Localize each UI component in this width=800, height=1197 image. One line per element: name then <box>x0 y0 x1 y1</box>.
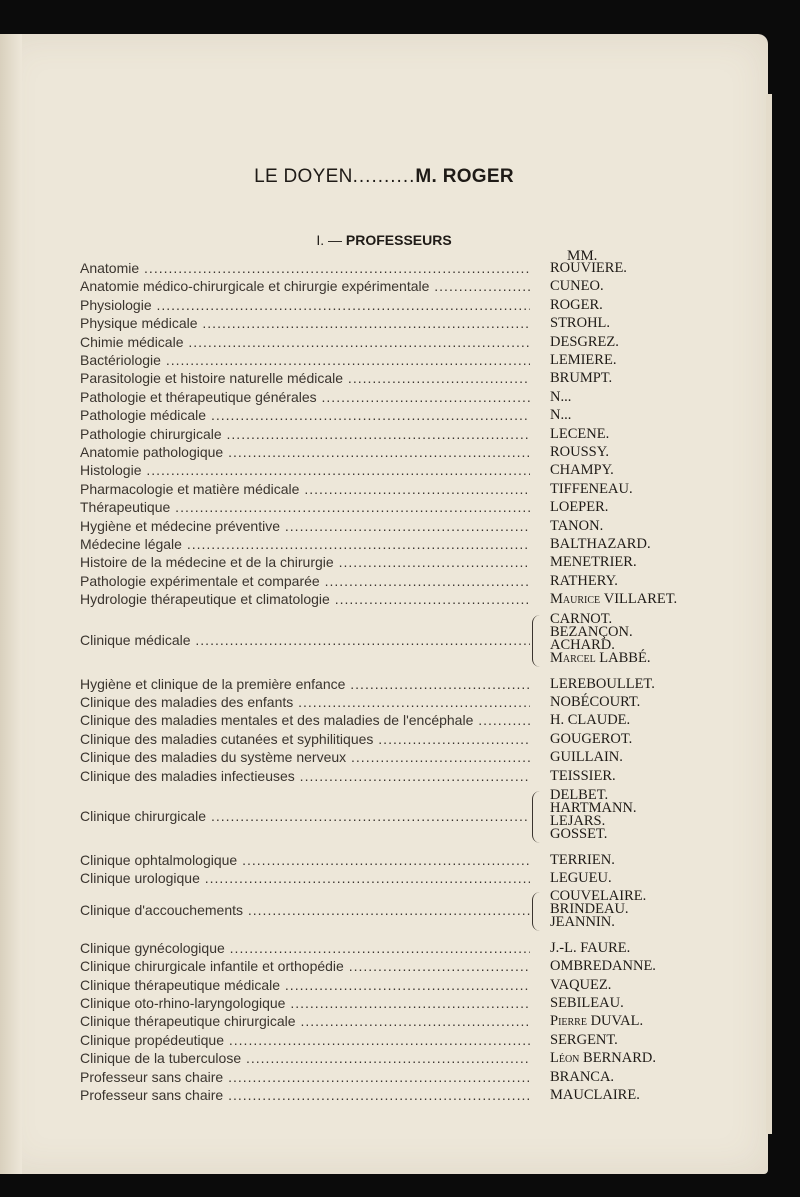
list-item <box>80 535 700 553</box>
list-item <box>80 333 700 351</box>
professor-name <box>550 480 633 498</box>
professor-name <box>550 1068 614 1086</box>
chair-label: Hydrologie thérapeutique et climatologie ..... <box>80 590 530 608</box>
professor-name: ACHARD. <box>550 636 615 653</box>
professor-name: HARTMANN. <box>550 800 637 816</box>
professor-name: BRINDEAU. <box>550 900 629 917</box>
list-item <box>80 296 700 314</box>
professor-name <box>550 869 612 887</box>
professor-surname: OMBREDANNE. <box>550 958 656 975</box>
professor-surname: ROGER. <box>550 296 603 313</box>
chair-label: Clinique urologique ..... <box>80 869 530 887</box>
chair-label: Thérapeutique ..... <box>80 498 530 516</box>
list-item <box>80 369 700 387</box>
chair-label: Clinique de la tuberculose ..... <box>80 1049 530 1067</box>
professor-first-name: Pierre <box>550 1013 591 1030</box>
list-item <box>80 517 700 535</box>
professor-name <box>550 369 612 387</box>
professor-name <box>550 649 651 666</box>
professor-name <box>550 1031 618 1049</box>
professor-surname: SERGENT. <box>550 1031 618 1048</box>
list-item <box>80 461 700 479</box>
professor-surname: ROUSSY. <box>550 444 609 460</box>
professor-names <box>550 887 647 930</box>
professor-name <box>550 767 616 785</box>
list-item <box>80 939 700 957</box>
list-item <box>80 748 700 766</box>
list-item <box>80 388 700 406</box>
chair-label: Pathologie médicale ..... <box>80 406 530 424</box>
mm-label: MM. <box>567 248 598 264</box>
chair-label: Bactériologie ..... <box>80 351 530 369</box>
list-item <box>80 675 700 693</box>
professor-name <box>550 517 603 535</box>
professor-surname: H. CLAUDE. <box>550 712 631 729</box>
professor-surname: LEGUEU. <box>550 870 612 887</box>
professor-name <box>550 851 615 869</box>
list-item <box>80 314 700 332</box>
list-item <box>80 767 700 785</box>
chair-label: Clinique ophtalmologique ..... <box>80 851 530 869</box>
professor-surname: STROHL. <box>550 315 611 332</box>
chair-label: Clinique propédeutique ..... <box>80 1031 530 1049</box>
list-item <box>80 259 700 277</box>
professor-name <box>550 461 614 479</box>
professor-surname: ROUVIERE. <box>550 260 627 276</box>
chair-label: Pathologie expérimentale et comparée ..... <box>80 572 530 590</box>
list-item <box>80 711 700 729</box>
professor-name <box>550 351 616 369</box>
list-item <box>80 351 700 369</box>
professor-name: LEJARS. <box>550 813 606 829</box>
list-item <box>80 976 700 994</box>
chair-label: Clinique des maladies du système nerveux ..... <box>80 748 530 766</box>
professor-name <box>550 1086 640 1104</box>
professor-surname: TEISSIER. <box>550 767 616 784</box>
professor-name <box>550 314 610 332</box>
chair-label: Médecine légale ..... <box>80 535 530 553</box>
professor-surname: DESGREZ. <box>550 333 619 350</box>
professor-surname: CUNEO. <box>550 278 604 295</box>
professor-surname: N... <box>550 388 572 405</box>
brace-bracket <box>532 615 543 667</box>
chair-label: Physique médicale ..... <box>80 314 530 332</box>
list-item <box>80 1031 700 1049</box>
professor-first-name: Marcel <box>550 649 600 666</box>
professor-name <box>550 939 630 957</box>
professor-names <box>550 789 637 841</box>
professor-surname: BALTHAZARD. <box>550 536 651 552</box>
professor-name: DELBET. <box>550 787 609 803</box>
chair-label: Chimie médicale ..... <box>80 333 530 351</box>
professor-name <box>550 730 632 748</box>
document-page <box>0 34 768 1174</box>
professor-surname: J.-L. FAURE. <box>550 939 631 956</box>
chair-label: Clinique thérapeutique médicale ..... <box>80 976 530 994</box>
professor-surname: TANON. <box>550 517 604 534</box>
chair-label: Clinique oto-rhino-laryngologique ..... <box>80 994 530 1012</box>
professor-name <box>550 498 608 516</box>
professor-name <box>550 976 611 994</box>
chair-label: Hygiène et médecine préventive ..... <box>80 517 530 535</box>
professor-name <box>550 711 630 729</box>
professor-surname: VAQUEZ. <box>550 976 612 993</box>
doyen-dots: .......... <box>352 166 416 187</box>
list-item <box>80 869 700 887</box>
section-number: I. — <box>316 232 342 248</box>
professor-name <box>550 572 618 590</box>
brace-bracket <box>532 892 543 931</box>
professor-surname: LABBÉ. <box>599 649 651 666</box>
professor-surname: MAUCLAIRE. <box>550 1087 640 1103</box>
grouped-chair <box>80 610 700 669</box>
professor-name: CARNOT. <box>550 610 613 627</box>
professor-surname: MENETRIER. <box>550 554 637 571</box>
professor-name <box>550 535 651 553</box>
professor-surname: GUILLAIN. <box>550 749 623 766</box>
chair-label: Pathologie chirurgicale ..... <box>80 425 530 443</box>
professor-name <box>550 333 619 351</box>
professor-surname: RATHERY. <box>550 572 618 589</box>
chair-label: Clinique thérapeutique chirurgicale ..... <box>80 1012 530 1030</box>
professor-name <box>550 296 603 314</box>
professor-surname: BERNARD. <box>583 1050 656 1067</box>
grouped-chair <box>80 789 700 845</box>
list-item <box>80 590 700 608</box>
chair-label: Clinique d'accouchements ..... <box>80 901 530 919</box>
page-spine <box>0 34 22 1174</box>
list-item <box>80 957 700 975</box>
professor-surname: SEBILEAU. <box>550 995 624 1011</box>
professor-surname: DUVAL. <box>590 1013 644 1030</box>
professor-name <box>550 388 571 406</box>
list-item <box>80 730 700 748</box>
list-item <box>80 498 700 516</box>
list-item <box>80 553 700 571</box>
chair-label: Clinique des maladies des enfants ..... <box>80 693 530 711</box>
list-item <box>80 693 700 711</box>
list-item <box>80 480 700 498</box>
chair-label: Clinique gynécologique ..... <box>80 939 530 957</box>
list-item <box>80 406 700 424</box>
chair-label: Clinique des maladies infectieuses ..... <box>80 767 530 785</box>
list-item <box>80 1012 700 1030</box>
doyen-name: M. ROGER <box>415 166 514 187</box>
professor-name <box>550 1012 643 1030</box>
professor-name: JEANNIN. <box>550 913 615 930</box>
list-item <box>80 572 700 590</box>
list-item <box>80 1049 700 1067</box>
chair-label: Professeur sans chaire ..... <box>80 1068 530 1086</box>
professor-name <box>550 994 624 1012</box>
brace-bracket <box>532 791 543 843</box>
chair-label: Pharmacologie et matière médicale ..... <box>80 480 530 498</box>
professor-surname: VILLARET. <box>603 591 678 608</box>
professor-name <box>550 406 571 424</box>
professor-surname: CHAMPY. <box>550 462 614 479</box>
list-item <box>80 443 700 461</box>
professor-surname: LEREBOULLET. <box>550 675 655 692</box>
section-heading <box>0 232 768 248</box>
chair-label: Hygiène et clinique de la première enfance ..... <box>80 675 530 693</box>
professor-name <box>550 425 609 443</box>
chair-label: Anatomie pathologique ..... <box>80 443 530 461</box>
doyen-heading <box>0 166 768 188</box>
list-item <box>80 1086 700 1104</box>
page-edge <box>766 94 772 1134</box>
professor-first-name: Léon <box>550 1050 584 1067</box>
professor-name <box>550 1049 656 1067</box>
chair-label: Clinique des maladies mentales et des maladies de l'encéphale ..... <box>80 711 530 729</box>
chair-label: Pathologie et thérapeutique générales ..... <box>80 388 530 406</box>
professor-name <box>550 443 609 461</box>
professor-surname: TIFFENEAU. <box>550 480 633 497</box>
professor-surname: TERRIEN. <box>550 852 615 868</box>
chair-label: Clinique chirurgicale ..... <box>80 807 530 825</box>
chair-label: Clinique des maladies cutanées et syphilitiques ..... <box>80 730 530 748</box>
doyen-label: LE DOYEN <box>254 166 353 187</box>
chair-label: Histoire de la médecine et de la chirurgie ..... <box>80 553 530 571</box>
section-title: PROFESSEURS <box>345 232 452 248</box>
professor-surname: LOEPER. <box>550 499 609 516</box>
professor-surname: GOUGEROT. <box>550 730 633 747</box>
professor-surname: LECENE. <box>550 425 610 442</box>
chair-label: Clinique chirurgicale infantile et orthopédie ..... <box>80 957 530 975</box>
professor-name <box>550 590 677 608</box>
professor-surname: BRUMPT. <box>550 370 613 387</box>
professor-name <box>550 553 637 571</box>
professor-name: COUVELAIRE. <box>550 887 647 904</box>
professor-names <box>550 610 651 666</box>
professor-name <box>550 259 627 277</box>
professor-first-name: Maurice <box>550 591 604 608</box>
professor-name: GOSSET. <box>550 826 608 842</box>
list-item <box>80 851 700 869</box>
professor-surname: BRANCA. <box>550 1068 615 1085</box>
chair-label: Anatomie ..... <box>80 259 530 277</box>
professor-surname: N... <box>550 407 572 424</box>
list-item <box>80 277 700 295</box>
chair-label: Professeur sans chaire ..... <box>80 1086 530 1104</box>
professor-surname: NOBÉCOURT. <box>550 694 641 710</box>
professor-name <box>550 748 623 766</box>
professor-surname: LEMIERE. <box>550 352 617 368</box>
chair-label: Physiologie ..... <box>80 296 530 314</box>
professor-name <box>550 957 656 975</box>
chair-label: Parasitologie et histoire naturelle médicale ..... <box>80 369 530 387</box>
chair-label: Histologie ..... <box>80 461 530 479</box>
list-item <box>80 425 700 443</box>
professor-name <box>550 693 640 711</box>
list-item <box>80 994 700 1012</box>
chair-label: Clinique médicale ..... <box>80 631 530 649</box>
chair-label: Anatomie médico-chirurgicale et chirurgie expérimentale ..... <box>80 277 530 295</box>
grouped-chair <box>80 887 700 933</box>
list-item <box>80 1068 700 1086</box>
professor-name <box>550 675 655 693</box>
professor-name: BEZANÇON. <box>550 623 633 640</box>
professor-name <box>550 277 604 295</box>
